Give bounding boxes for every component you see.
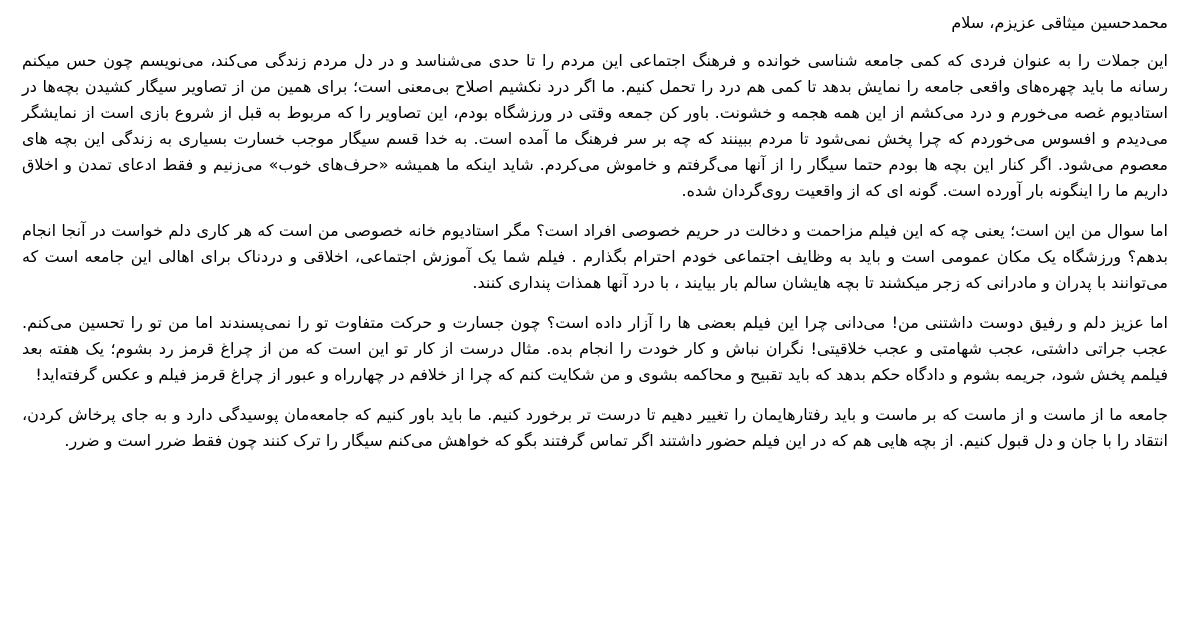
letter-paragraph-4: جامعه ما از ماست و از ماست که بر ماست و باید رفتارهایمان را تغییر دهیم تا درست تر برخورد کنیم. ما باید باور کنیم که جامعه‌مان پوسیدگی دارد و به جای پرخاش کردن، انتقاد را با جان و دل قبول کنیم. از بچه هایی هم که در این فیلم حضور داشتند اگر تماس گرفتند بگو که خواهش می‌کنم سیگار را ترک کنند چون فقط ضرر است و ضرر.	[22, 405, 1168, 450]
letter-paragraph-3: اما عزیز دلم و رفیق دوست داشتنی من! می‌دانی چرا این فیلم بعضی ها را آزار داده است؟ چون جسارت و حرکت متفاوت تو را نمی‌پسندند اما من تو را تحسین می‌کنم. عجب جراتی داشتی، عجب شهامتی و عجب خلاقیتی! نگران نباش و کار خودت را انجام بده. مثال درست از کار تو این است که من از چراغ قرمز رد بشوم؛ یک هفته بعد فیلمم پخش شود، جریمه بشوم و دادگاه حکم بدهد که باید تقبیح و محاکمه بشوی و من شکایت کنم که چرا از خلافم در چهارراه و عبور از چراغ قرمز فیلم و عکس گرفته‌اید!	[22, 313, 1168, 384]
letter-paragraph-2: اما سوال من این است؛ یعنی چه که این فیلم مزاحمت و دخالت در حریم خصوصی افراد است؟ مگر استادیوم خانه خصوصی من است که هر کاری دلم خواست در آنجا انجام بدهم؟ ورزشگاه یک مکان عمومی است و باید به وظایف اجتماعی خودم احترام بگذارم . فیلم شما یک آموزش اجتماعی، اخلاقی و دردناک برای اهالی این جامعه است که می‌توانند با پدران و مادرانی که زجر میکشند تا بچه هایشان سالم بار بیایند ، با درد آنها همذات پنداری کنند.	[22, 221, 1168, 292]
letter-paragraph-1: این جملات را به عنوان فردی که کمی جامعه شناسی خوانده و فرهنگ اجتماعی این مردم را تا حدی می‌شناسد و در دل مردم زندگی می‌کند، می‌نویسم چون حس میکنم رسانه ما باید چهره‌های واقعی جامعه را نمایش بدهد تا کمی هم درد را تحمل کنیم. ما اگر درد نکشیم اصلاح بی‌معنی است؛ برای همین من از تصاویر سیگار کشیدن بچه‌ها در استادیوم غصه می‌خورم و درد می‌کشم از این همه هجمه و خشونت. باور کن جمعه وقتی در ورزشگاه بودم، این تصاویر را که مربوط به قبل از شروع بازی است از نمایشگر می‌دیدم و افسوس می‌خوردم که چرا پخش نمی‌شود تا مردم ببینند که چه بر سر فرهنگ ما آمده است. به خدا قسم سیگار موجب خسارت بسیاری به زندگی این بچه های معصوم می‌شود. اگر کنار این بچه ها بودم حتما سیگار را از آنها می‌گرفتم و خاموش می‌کردم. شاید اینکه ما همیشه «حرف‌های خوب» می‌زنیم و فقط ادعای تمدن و اخلاق داریم ما را اینگونه بار آورده است. گونه ای که از واقعیت روی‌گردان شده.	[22, 51, 1168, 200]
letter-greeting: محمدحسین میثاقی عزیزم، سلام	[951, 13, 1168, 32]
